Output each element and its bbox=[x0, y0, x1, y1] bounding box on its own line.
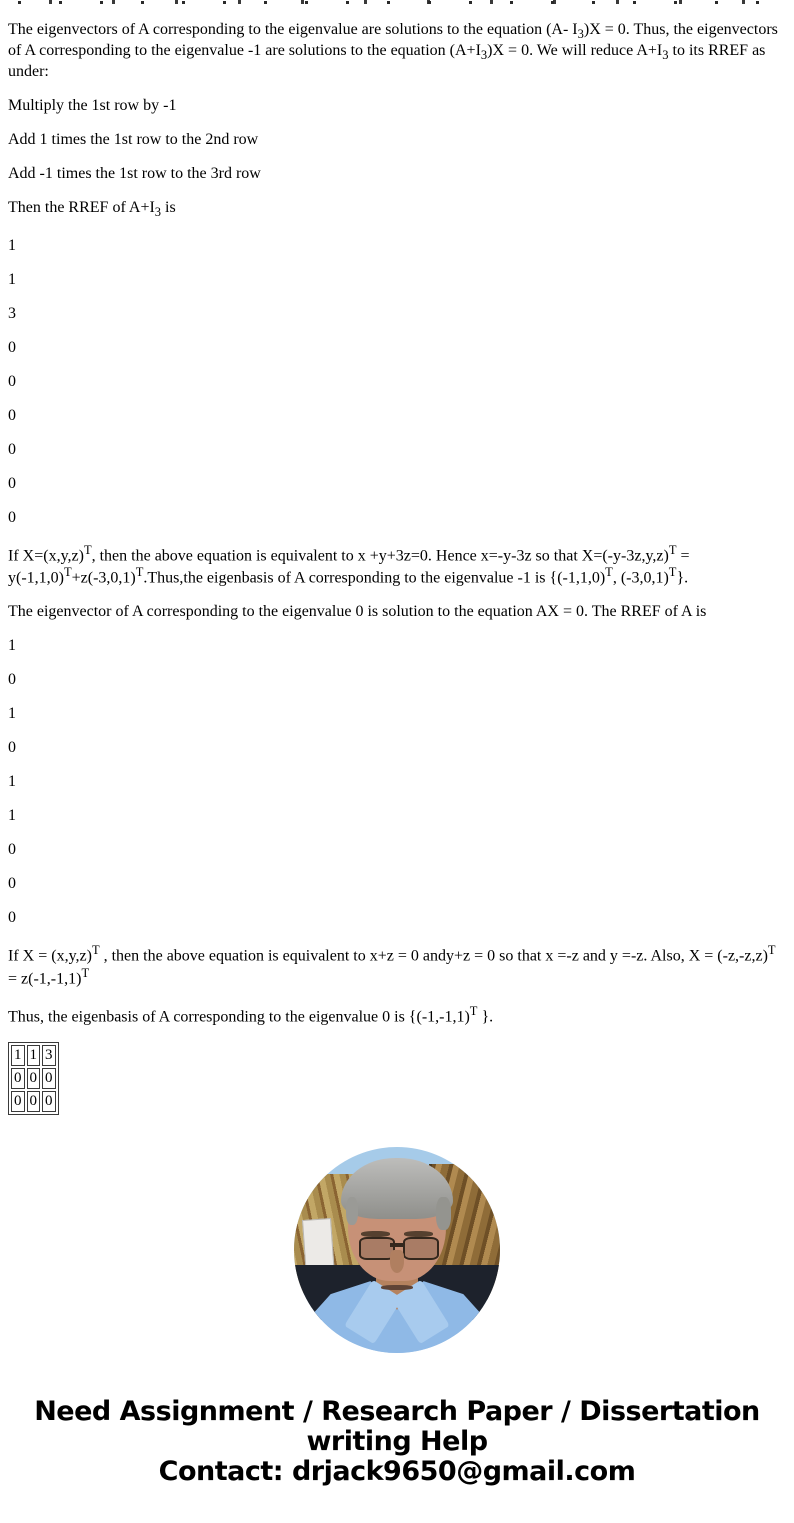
row-op-add-1: Add 1 times the 1st row to the 2nd row bbox=[8, 131, 259, 149]
footer-line-2: writing Help bbox=[306, 1426, 488, 1458]
subscript-3: 3 bbox=[662, 48, 669, 63]
rref1-entry: 3 bbox=[8, 304, 16, 322]
paragraph-eigenvalue-0-intro: The eigenvector of A corresponding to the eigenvalue 0 is solution to the equation AX = 0. The RREF of A is bbox=[8, 603, 707, 621]
paragraph-eigenbasis-0 bbox=[8, 1004, 786, 1026]
matrix-cell: 1 bbox=[11, 1045, 25, 1066]
matrix-row bbox=[11, 1091, 56, 1112]
paragraph-text: = y(-1,1,0) bbox=[8, 546, 690, 587]
matrix-cell: 1 bbox=[27, 1045, 41, 1066]
matrix-cell: 0 bbox=[11, 1091, 25, 1112]
rref2-entry: 1 bbox=[8, 807, 16, 825]
matrix-cell: 0 bbox=[11, 1068, 25, 1089]
matrix-cell: 0 bbox=[27, 1068, 41, 1089]
superscript-T: T bbox=[767, 943, 776, 958]
paragraph-text: }. bbox=[676, 569, 689, 587]
subscript-3: 3 bbox=[154, 205, 162, 220]
matrix-row bbox=[11, 1068, 56, 1089]
paragraph-text: , (-3,0,1) bbox=[612, 569, 669, 587]
paragraph-text: is bbox=[161, 199, 176, 217]
rref1-entry: 1 bbox=[8, 270, 16, 288]
footer-line-1: Need Assignment / Research Paper / Dissertation bbox=[34, 1396, 760, 1428]
rref2-entry: 0 bbox=[8, 671, 16, 689]
paragraph-text: to its RREF as under: bbox=[8, 42, 766, 81]
superscript-T: T bbox=[81, 965, 90, 980]
portrait-nose bbox=[390, 1250, 404, 1273]
row-op-add-neg1: Add -1 times the 1st row to the 3rd row bbox=[8, 165, 261, 183]
paragraph-text: }. bbox=[477, 1008, 494, 1026]
rref1-entry: 0 bbox=[8, 474, 16, 492]
row-op-multiply: Multiply the 1st row by -1 bbox=[8, 97, 177, 115]
portrait-eyebrow bbox=[404, 1231, 433, 1237]
paragraph-text: +z(-3,0,1) bbox=[71, 569, 136, 587]
promo-footer bbox=[8, 1397, 786, 1487]
rref2-entry: 0 bbox=[8, 875, 16, 893]
paragraph-text: Then the RREF of A+I bbox=[8, 199, 155, 217]
rref1-entry: 0 bbox=[8, 406, 16, 424]
paragraph-text: The eigenvectors of A corresponding to the eigenvalue are solutions to the equation (A- I bbox=[8, 21, 578, 38]
paragraph-eigenbasis-neg1 bbox=[8, 543, 786, 588]
superscript-T: T bbox=[91, 943, 100, 958]
rref2-entry: 1 bbox=[8, 705, 16, 723]
superscript-T: T bbox=[668, 564, 677, 579]
superscript-T: T bbox=[83, 542, 92, 557]
matrix-row bbox=[11, 1045, 56, 1066]
portrait-hair-side bbox=[346, 1197, 358, 1226]
paragraph-rref-intro bbox=[8, 199, 786, 220]
rref2-entry: 1 bbox=[8, 773, 16, 791]
portrait-container bbox=[8, 1147, 786, 1353]
portrait-glasses-lens bbox=[403, 1237, 439, 1261]
paragraph-text: If X=(x,y,z) bbox=[8, 546, 84, 564]
subscript-3: 3 bbox=[577, 27, 584, 42]
paragraph-text: , then the above equation is equivalent to x +y+3z=0. Hence x=-y-3z so that X=(-y-3z,y,z) bbox=[91, 546, 669, 564]
paragraph-text: )X = 0. Thus, the eigenvectors of A corresponding to the eigenvalue -1 are solutions to the equation (A+I bbox=[8, 21, 778, 60]
superscript-T: T bbox=[135, 564, 144, 579]
matrix-cell: 0 bbox=[27, 1091, 41, 1112]
superscript-T: T bbox=[605, 564, 613, 579]
superscript-T: T bbox=[469, 1003, 478, 1018]
paragraph-text: , then the above equation is equivalent to x+z = 0 andy+z = 0 so that x =-z and y =-z. Also, X = (-z,-z,z) bbox=[99, 947, 768, 965]
rref1-entry: 0 bbox=[8, 338, 16, 356]
superscript-T: T bbox=[668, 542, 677, 557]
portrait-hair-side bbox=[436, 1197, 450, 1230]
paragraph-eigenvectors-intro bbox=[8, 21, 786, 81]
portrait-mouth bbox=[381, 1285, 414, 1290]
rref1-entry: 1 bbox=[8, 236, 16, 254]
paragraph-text: )X = 0. We will reduce A+I bbox=[487, 42, 663, 60]
subscript-3: 3 bbox=[480, 48, 488, 63]
rref1-entry: 0 bbox=[8, 440, 16, 458]
paragraph-text: Thus, the eigenbasis of A corresponding to the eigenvalue 0 is {(-1,-1,1) bbox=[8, 1008, 470, 1026]
matrix-cell: 3 bbox=[42, 1045, 56, 1066]
paragraph-eigenvalue-0-solution bbox=[8, 943, 786, 988]
portrait-eyebrow bbox=[361, 1231, 390, 1237]
rref2-entry: 0 bbox=[8, 909, 16, 927]
rref2-entry: 0 bbox=[8, 739, 16, 757]
matrix-cell: 0 bbox=[42, 1068, 56, 1089]
portrait-glasses-bridge bbox=[390, 1243, 404, 1247]
rref2-entry: 1 bbox=[8, 637, 16, 655]
paragraph-text: .Thus,the eigenbasis of A corresponding to the eigenvalue -1 is {(-1,1,0) bbox=[143, 569, 606, 587]
rref2-entry: 0 bbox=[8, 841, 16, 859]
paragraph-text: = z(-1,-1,1) bbox=[8, 969, 82, 987]
rref1-entry: 0 bbox=[8, 372, 16, 390]
instructor-portrait-photo bbox=[294, 1147, 500, 1353]
footer-contact-email: Contact: drjack9650@gmail.com bbox=[158, 1456, 636, 1488]
clipped-text-remnant bbox=[8, 0, 784, 5]
matrix-cell: 0 bbox=[42, 1091, 56, 1112]
superscript-T: T bbox=[63, 564, 72, 579]
paragraph-text: If X = (x,y,z) bbox=[8, 947, 92, 965]
rref1-entry: 0 bbox=[8, 508, 16, 526]
rref-matrix-table bbox=[8, 1042, 59, 1115]
